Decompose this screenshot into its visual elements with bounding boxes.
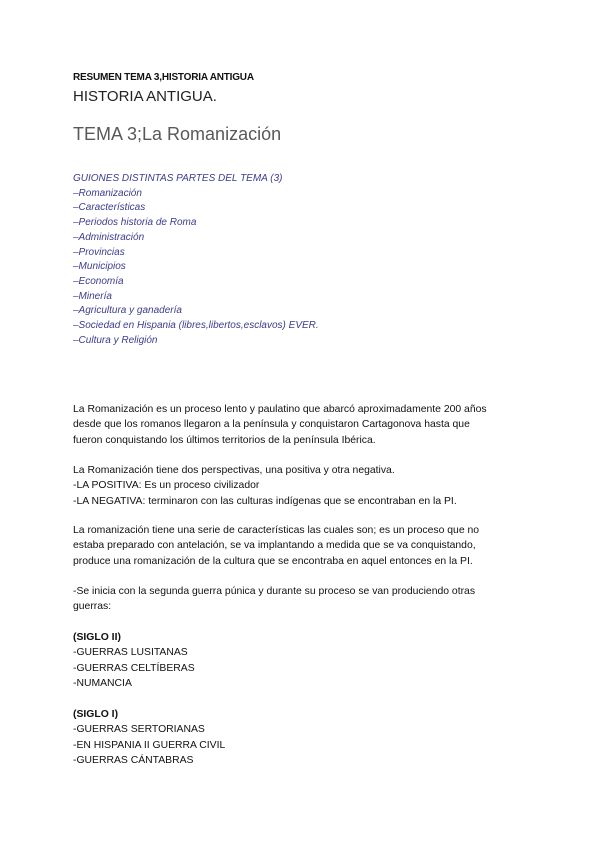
war-item: -NUMANCIA: [73, 678, 132, 690]
outline-item: –Periodos historia de Roma: [73, 217, 197, 229]
outline-item: –Municipios: [73, 261, 126, 273]
outline-item: –Economía: [73, 275, 124, 287]
century-i-list: [73, 707, 533, 769]
paragraph-definition: [73, 402, 533, 448]
outline-item: –Cultura y Religión: [73, 334, 158, 346]
century-heading: (SIGLO I): [73, 709, 119, 720]
war-item: -GUERRAS CELTÍBERAS: [73, 662, 195, 674]
war-item: -EN HISPANIA II GUERRA CIVIL: [73, 739, 226, 751]
paragraph-line: La romanización tiene una serie de características las cuales son; es un proceso que no: [73, 525, 480, 536]
war-item: -GUERRAS CÁNTABRAS: [73, 755, 194, 767]
outline-item: –Romanización: [73, 187, 142, 199]
paragraph-line: -Se inicia con la segunda guerra púnica y durante su proceso se van produciendo otras: [73, 586, 476, 597]
paragraph-characteristics: [73, 523, 533, 569]
outline-list: [73, 172, 319, 348]
outline-item: –Agricultura y ganadería: [73, 305, 182, 317]
century-heading: (SIGLO II): [73, 632, 121, 643]
paragraph-line: La Romanización es un proceso lento y paulatino que abarcó aproximadamente 200 años: [73, 404, 487, 415]
outline-item: –Sociedad en Hispania (libres,libertos,esclavos) EVER.: [73, 320, 319, 332]
outline-heading: GUIONES DISTINTAS PARTES DEL TEMA (3): [73, 173, 283, 184]
paragraph-line: produce una romanización de la cultura que se encontraba en aquel entonces en la PI.: [73, 555, 473, 567]
paragraph-wars-intro: [73, 584, 533, 615]
war-item: -GUERRAS SERTORIANAS: [73, 724, 205, 736]
paragraph-line: desde que los romanos llegaron a la península y conquistaron Cartagonova hasta que: [73, 419, 470, 431]
paragraph-line: -LA POSITIVA: Es un proceso civilizador: [73, 480, 260, 492]
paragraph-line: estaba preparado con antelación, se va implantando a medida que se va conquistando,: [73, 540, 476, 552]
paragraph-line: fueron conquistando los últimos territorios de la península Ibérica.: [73, 434, 376, 446]
outline-item: –Características: [73, 202, 146, 214]
paragraph-line: guerras:: [73, 601, 112, 613]
war-item: -GUERRAS LUSITANAS: [73, 647, 188, 659]
document-title: HISTORIA ANTIGUA.: [73, 88, 217, 105]
outline-item: –Provincias: [73, 246, 125, 258]
paragraph-line: -LA NEGATIVA: terminaron con las culturas indígenas que se encontraban en la PI.: [73, 495, 457, 507]
summary-label: RESUMEN TEMA 3,HISTORIA ANTIGUA: [73, 72, 254, 83]
paragraph-perspectives: [73, 463, 533, 509]
paragraph-line: La Romanización tiene dos perspectivas, una positiva y otra negativa.: [73, 465, 395, 476]
century-ii-list: [73, 630, 533, 692]
topic-title: TEMA 3;La Romanización: [73, 124, 282, 144]
outline-item: –Minería: [73, 290, 112, 302]
outline-item: –Administración: [73, 231, 145, 243]
